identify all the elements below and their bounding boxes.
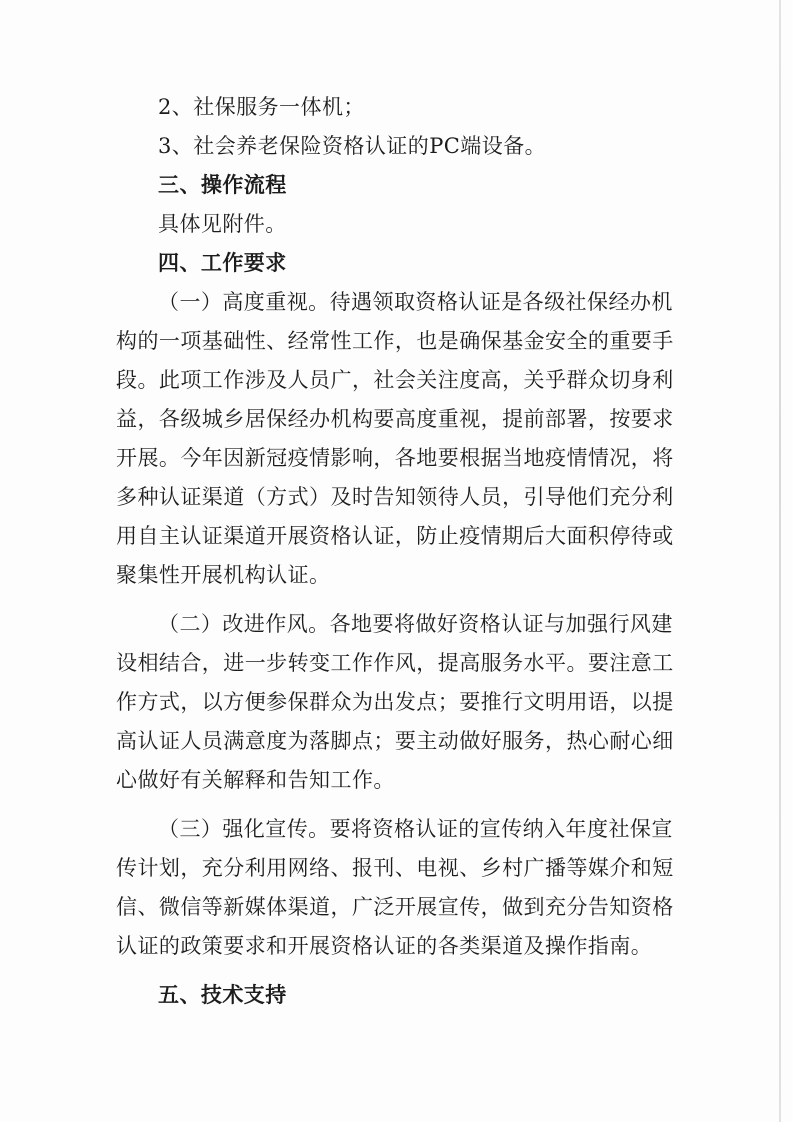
paragraph-line: 开展。今年因新冠疫情影响，各地要根据当地疫情情况，将 [116,446,674,470]
paragraph-line: （一）高度重视。待遇领取资格认证是各级社保经办机 [158,290,673,314]
paragraph-requirement-1 [116,283,676,595]
paragraph-line: （三）强化宣传。要将资格认证的宣传纳入年度社保宣 [158,817,673,841]
paragraph-line: 认证的政策要求和开展资格认证的各类渠道及操作指南。 [116,934,653,958]
paragraph-line: （二）改进作风。各地要将做好资格认证与加强行风建 [158,612,673,636]
paragraph-line: 多种认证渠道（方式）及时告知领待人员，引导他们充分利 [116,485,674,509]
paragraph-spacer [116,800,676,810]
paragraph-spacer [116,966,676,976]
paragraph-line: 构的一项基础性、经常性工作，也是确保基金安全的重要手 [116,329,674,353]
scan-edge-shadow [779,0,781,1122]
paragraph-line: 心做好有关解释和告知工作。 [116,768,395,792]
paragraph-line: 设相结合，进一步转变工作作风，提高服务水平。要注意工 [116,651,674,675]
section-heading: 四、工作要求 [158,251,287,275]
section-heading: 五、技术支持 [158,983,287,1007]
paragraph-line: 传计划，充分利用网络、报刊、电视、乡村广播等媒介和短 [116,856,674,880]
list-item: 3、社会养老保险资格认证的PC端设备。 [158,134,547,158]
paragraph-line: 信、微信等新媒体渠道，广泛开展宣传，做到充分告知资格 [116,895,674,919]
document-body [116,88,676,1015]
list-item: 2、社保服务一体机； [158,95,365,119]
paragraph-spacer [116,595,676,605]
paragraph-line: 用自主认证渠道开展资格认证，防止疫情期后大面积停待或 [116,524,674,548]
section-heading: 三、操作流程 [158,173,287,197]
paragraph-line: 作方式，以方便参保群众为出发点；要推行文明用语，以提 [116,690,674,714]
paragraph-line: 高认证人员满意度为落脚点；要主动做好服务，热心耐心细 [116,729,674,753]
paragraph-requirement-3 [116,810,676,966]
paragraph-line: 段。此项工作涉及人员广，社会关注度高，关乎群众切身利 [116,368,674,392]
paragraph-line: 益，各级城乡居保经办机构要高度重视，提前部署，按要求 [116,407,674,431]
section-body: 具体见附件。 [158,212,287,236]
paragraph-line: 聚集性开展机构认证。 [116,563,331,587]
paragraph-requirement-2 [116,605,676,800]
